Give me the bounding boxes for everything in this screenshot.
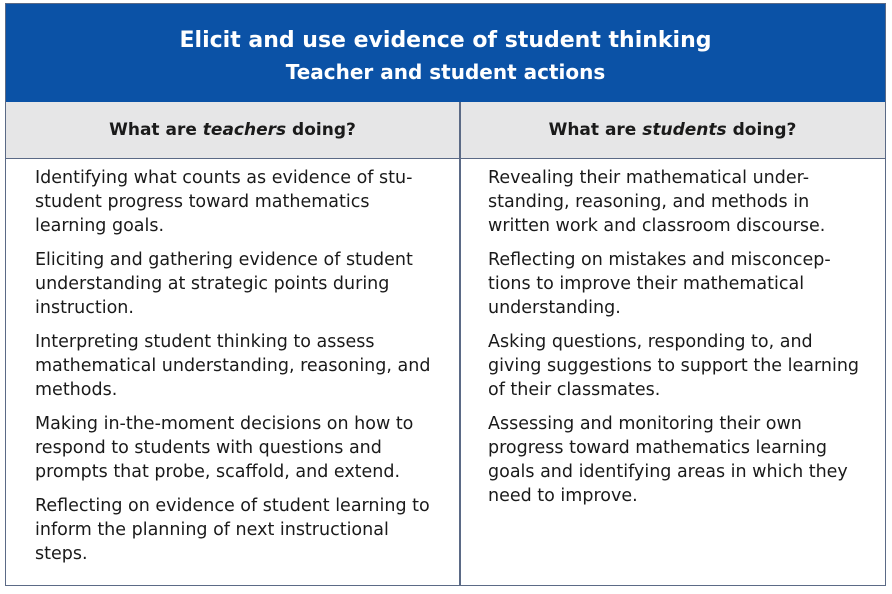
list-item: Eliciting and gathering evidence of student understanding at strategic points during instruction. — [35, 250, 413, 318]
header-emphasis: teachers — [202, 120, 287, 140]
column-header-row — [6, 102, 885, 159]
table-title: Elicit and use evidence of student thinking — [179, 28, 712, 53]
list-item: Interpreting student thinking to assess mathematical understanding, reasoning, and methods. — [35, 332, 431, 400]
header-text: doing? — [726, 120, 797, 140]
list-item: Reflecting on mistakes and misconcep-tions to improve their mathematical understanding. — [488, 250, 831, 318]
column-divider — [459, 102, 461, 585]
list-item: Revealing their mathematical under-standing, reasoning, and methods in written work and classroom discourse. — [488, 168, 826, 236]
list-item: Asking questions, responding to, and giving suggestions to support the learning of their classmates. — [488, 332, 860, 400]
header-text: doing? — [286, 120, 356, 140]
list-item: Making in-the-moment decisions on how to respond to students with questions and prompts that probe, scaffold, and extend. — [35, 414, 414, 482]
teachers-column-header — [6, 102, 459, 158]
list-item: Identifying what counts as evidence of stu-student progress toward mathematics learning goals. — [35, 168, 413, 236]
table-subtitle: Teacher and student actions — [285, 60, 606, 84]
list-item: Reflecting on evidence of student learning to inform the planning of next instructional steps. — [35, 496, 430, 564]
title-banner — [6, 4, 885, 102]
list-item: Assessing and monitoring their own progress toward mathematics learning goals and identifying areas in which they need to improve. — [488, 414, 848, 506]
teacher-actions-list — [35, 166, 435, 576]
practice-table — [5, 3, 886, 586]
students-column-header — [460, 102, 885, 158]
header-text: What are — [109, 120, 203, 140]
header-emphasis: students — [642, 120, 727, 140]
header-text: What are — [548, 120, 643, 140]
student-actions-list — [488, 166, 863, 518]
